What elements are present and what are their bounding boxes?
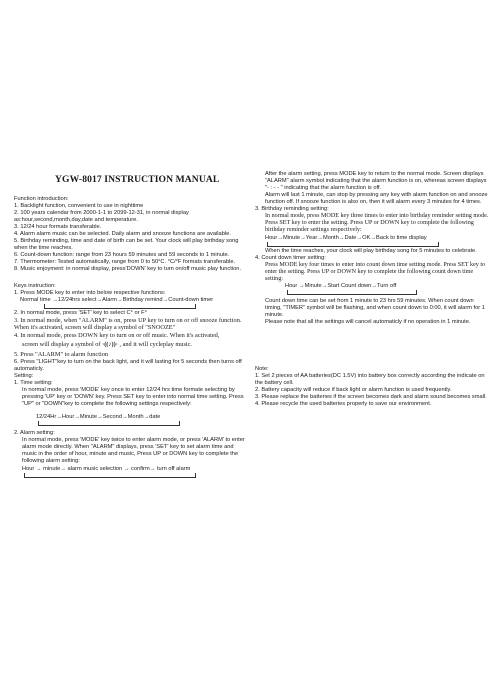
- birthday-setting-flow: Hour→Minute→Year→Month→Date→OK→Back to time display: [265, 234, 427, 241]
- note-item: 2. Battery capacity will reduce if back light or alarm function is used frequently.: [255, 387, 452, 394]
- setting-item-text: Please note that all the settings will cancel automaticly if no operation in 1 minute.: [265, 319, 471, 326]
- flow-bracket: [24, 473, 196, 478]
- note-heading: Note:: [255, 366, 269, 373]
- flow-bracket: [44, 304, 196, 309]
- note-item: 4. Please recycle the used batteries properly to save our environment.: [255, 401, 432, 408]
- setting-heading: Setting:: [14, 373, 34, 380]
- function-item: 1. Backlight function, convenient to use in nighttime: [14, 203, 144, 210]
- key-item: 4. In normal mode, press DOWN key to turn on or off music. When it's activated,: [14, 331, 220, 339]
- countdown-setting-flow: Hour →Minute→Start Count down→Turn off: [285, 282, 397, 289]
- left-column: [14, 196, 247, 479]
- setting-item-heading: 4. Count down timer setting:: [255, 254, 326, 261]
- note-item: 1. Set 2 pieces of AA batteries(DC 1.5V) into battery box correctly according the indicate on the battery cell.: [255, 373, 485, 387]
- alarm-continued-text: Alarm will last 1 minute, can stop by pressing any key with alarm function on and snooze function off. If snooze function is also on, then it will alarm every 3 minutes for 4 times.: [265, 192, 488, 206]
- setting-item-text: When the time reaches, your clock will play birthday song for 5 minutes to celebrate.: [265, 247, 477, 254]
- key-item: 1. Press MODE key to enter into below respective functions:: [14, 289, 166, 296]
- setting-item-text: Press MODE key four times to enter into count down time setting mode. Press SET key to enter the setting. Press UP or DOWN key to complete the following count down time setting:: [265, 261, 486, 282]
- flow-bracket: [287, 290, 417, 295]
- time-setting-flow: 12/24Hr→Hour→Minute→Second→Month→date: [36, 414, 161, 421]
- key-item: 5. Press "ALARM" to alarm function: [14, 350, 108, 358]
- setting-item-text: In normal mode, press 'MODE' key twice to enter alarm mode, or press 'ALARM' to enter alarm mode directly. When "ALARM" displays, press 'SET' key to set alarm time and music in the order of hour, minute and music, Press UP or DOWN key to complete the following alarm setting:: [22, 437, 245, 465]
- alarm-continued-text: After the alarm setting, press MODE key to return to the normal mode. Screen displays "ALARM" alarm symbol indicating that the alarm function is on, whereas screen displays "- : - - " indicating that the alarm function is off.: [265, 171, 487, 192]
- keys-heading: Keys instruction:: [14, 282, 56, 289]
- key-item: 2. In normal mode, press 'SET' key to select C° or F°: [14, 309, 147, 316]
- function-item: 8. Music enjoyment: in normal display, press'DOWN' key to turn on/off music play function.: [14, 266, 242, 273]
- alarm-setting-flow: Hour → minute→ alarm music selection → confirm→ turn off alarm: [22, 465, 191, 472]
- setting-item-heading: 1. Time setting:: [14, 380, 53, 387]
- function-item: 3. 12/24 hour formats transferable.: [14, 224, 102, 231]
- function-item: 2. 100 years calendar from 2000-1-1 to 2099-12-31, in normal display as:hour,second,month,day,date and temperature.: [14, 210, 189, 224]
- function-item: 5. Birthday reminding, time and date of birth can be set. Your clock will play birthday song when the time reaches.: [14, 238, 239, 252]
- setting-item-text: Count down time can be set from 1 minute to 23 hrs 59 minutes. When count down timing, "TIMER" symbol will be flashing, and when count down to 0:00, it will alarm for 1 minute.: [265, 298, 485, 319]
- key4-text: screen will display a symbol of: [22, 340, 101, 348]
- setting-item-text: In normal mode, press 'MODE' key once to enter 12/24 hrs time formate selecting by pressing 'UP' key or 'DOWN' key. Press SET key to enter into normal time setting. Press "UP" or "DOWN"key to complete the following settings respectively:: [22, 387, 244, 408]
- key-item: 6. Press "LIGHT"key to turn on the back light, and it will lasting for 5 seconds then turns off automaticly.: [14, 358, 242, 372]
- setting-item-text: In normal mode, press MODE key three times to enter into birthday reminder setting mode. Press SET key to enter the setting. Press UP or DOWN key to complete the following birthday reminder settings respectively:: [265, 213, 489, 234]
- function-item: 4. Alarm alarm music can be selected. Daily alarm and snooze functions are available.: [14, 231, 231, 238]
- key1-flow: Normal time →12/24hrs select→Alarm→Birthday remind→Count-down timer: [20, 296, 214, 303]
- right-column: [255, 171, 489, 409]
- key4-text-end: , and it will cycleplay music.: [119, 340, 193, 348]
- manual-title: YGW-8017 INSTRUCTION MANUAL: [55, 174, 220, 185]
- function-intro-heading: Function introduction:: [14, 196, 69, 202]
- setting-item-heading: 2. Alarm setting:: [14, 430, 55, 437]
- function-item: 6. Count-down function: range from 23 hours 59 minutes and 59 seconds to 1 minute.: [14, 252, 230, 259]
- setting-item-heading: 3. Birthday reminding setting:: [255, 206, 329, 213]
- note-item: 3. Please replace the batteries if the screen becomes dark and alarm sound becomes small.: [255, 394, 487, 401]
- flow-bracket: [267, 242, 439, 247]
- function-item: 7. Thermometer: Tested automatically, range from 0 to 50°C. °C/°F formats transferable.: [14, 259, 236, 266]
- key-item: 3. In normal mode, when "ALARM" is on, press UP key to turn on or off snooze function. When it's activated, screen will display a symbol of "SNOOZE": [14, 316, 242, 332]
- flow-bracket: [38, 421, 180, 426]
- music-symbol-icon: ·((♪))·: [102, 340, 118, 348]
- key-item-cont: [14, 339, 247, 350]
